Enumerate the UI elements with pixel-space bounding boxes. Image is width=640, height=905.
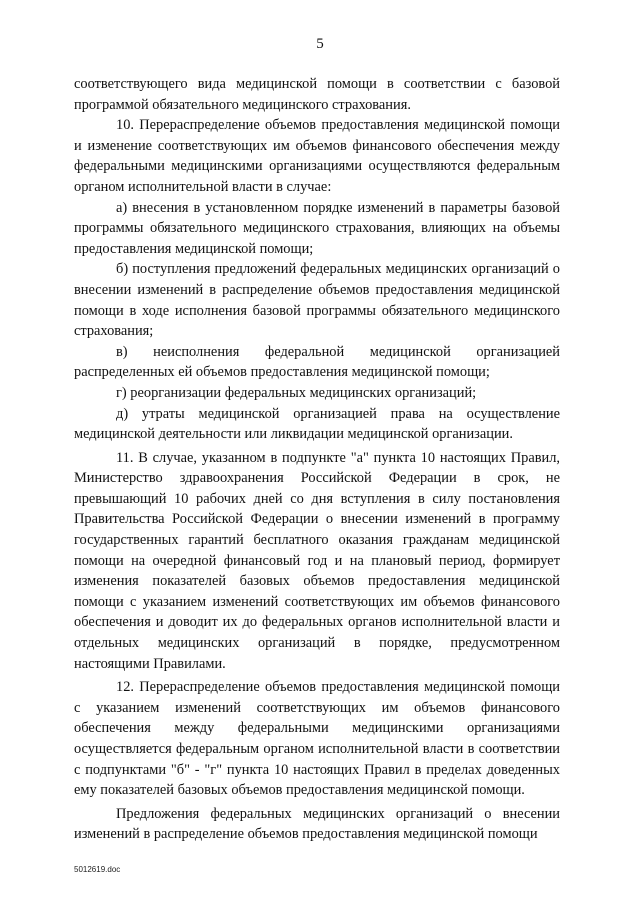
paragraph-continuation: соответствующего вида медицинской помощи в соответствии с базовой программой обязательного медицинского страхования.	[74, 76, 560, 113]
paragraph-10: 10. Перераспределение объемов предоставления медицинской помощи и изменение соответствующих им объемов финансового обеспечения между федеральными медицинскими организациями осуществляются федеральным органом исполнительной власти в случае:	[74, 117, 560, 195]
subparagraph-g: г) реорганизации федеральных медицинских организаций;	[116, 384, 477, 401]
paragraph-11: 11. В случае, указанном в подпункте "а" пункта 10 настоящих Правил, Министерство здравоохранения Российской Федерации в срок, не превышающий 10 рабочих дней со дня вступления в силу постановления Правительства Российской Федерации о внесении изменений в программу государственных гарантий бесплатного оказания гражданам медицинской помощи на очередной финансовый год и на плановый период, формирует изменения показателей базовых объемов предоставления медицинской помощи с указанием изменений соответствующих им объемов финансового обеспечения и доводит их до федеральных органов исполнительной власти и отдельных медицинских организаций в порядке, предусмотренном настоящими Правилами.	[74, 449, 560, 672]
paragraph-12: 12. Перераспределение объемов предоставления медицинской помощи с указанием изменений соответствующих им объемов финансового обеспечения между федеральными медицинскими организациями осуществляется федеральным органом исполнительной власти в соответствии с подпунктами "б" - "г" пункта 10 настоящих Правил в пределах доведенных ему показателей базовых объемов предоставления медицинской помощи.	[74, 679, 560, 799]
subparagraph-b: б) поступления предложений федеральных медицинских организаций о внесении изменений в распределение объемов предоставления медицинской помощи в ходе исполнения базовой программы обязательного медицинского страхования;	[74, 261, 560, 340]
paragraph-proposals: Предложения федеральных медицинских организаций о внесении изменений в распределение объемов предоставления медицинской помощи	[74, 805, 560, 843]
subparagraph-a: а) внесения в установленном порядке изменений в параметры базовой программы обязательного медицинского страхования, влияющих на объемы предоставления медицинской помощи;	[74, 199, 560, 257]
file-name-footer: 5012619.doc	[74, 865, 121, 874]
subparagraph-v: в) неисполнения федеральной медицинской организацией распределенных ей объемов предоставления медицинской помощи;	[74, 343, 560, 381]
subparagraph-d: д) утраты медицинской организацией права на осуществление медицинской деятельности или ликвидации медицинской организации.	[74, 405, 560, 443]
page-number: 5	[316, 36, 324, 52]
document-body	[74, 74, 560, 845]
